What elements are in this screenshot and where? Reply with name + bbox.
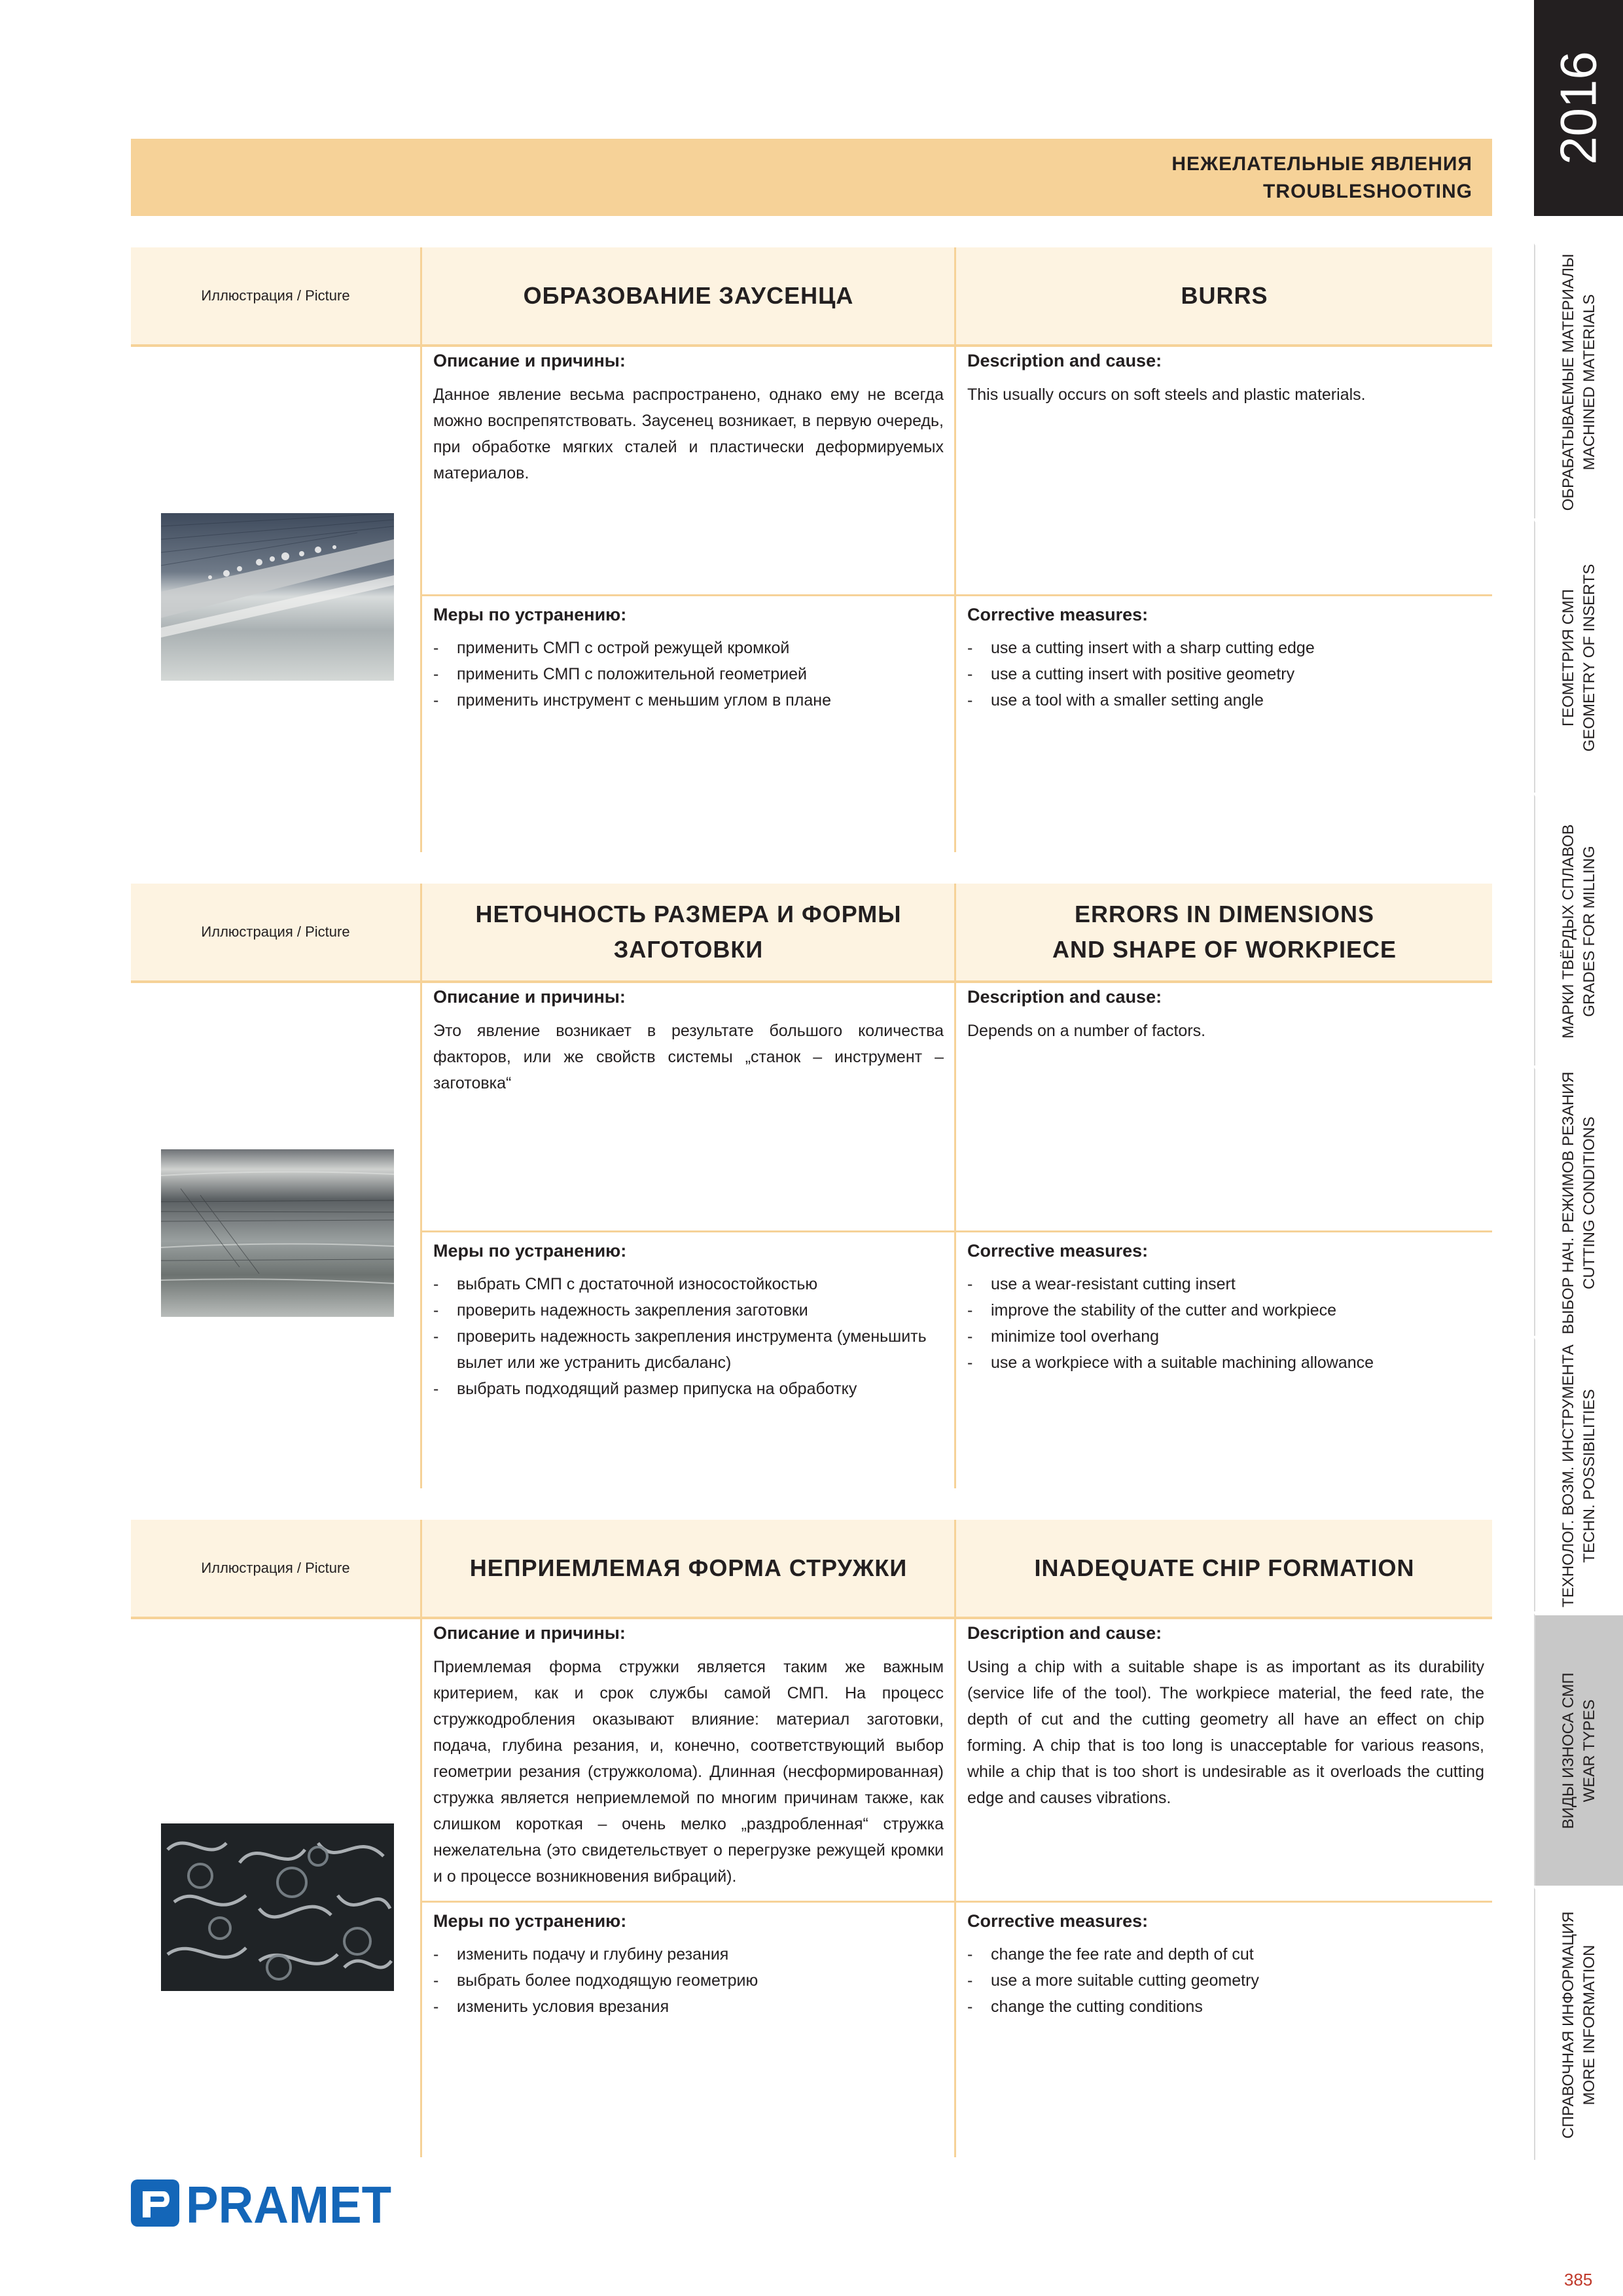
row-divider <box>422 1230 1492 1232</box>
section-title-en: ERRORS IN DIMENSIONS AND SHAPE OF WORKPIECE <box>1052 901 1397 963</box>
machined-surface-image <box>161 1149 394 1317</box>
picture-label: Иллюстрация / Picture <box>201 287 350 304</box>
year-box <box>1534 0 1623 216</box>
desc-text-en: Using a chip with a suitable shape is as important as its durability (service life of the tool). The workpiece material, the feed rate, the depth of cut and the cutting geometry all have an effect on chip forming. A chip that is too long is unacceptable for various reasons, while a chip that is too short is undesirable as it overloads the cutting edge and causes vibrations. <box>967 1658 1484 1807</box>
desc-text-en: Depends on a number of factors. <box>967 1022 1206 1040</box>
tab-label-ru: МАРКИ ТВЁРДЫХ СПЛАВОВ <box>1560 823 1577 1039</box>
logo-wordmark: PRAMET <box>186 2177 392 2229</box>
measures-heading-en: Corrective measures: <box>967 1911 1149 1931</box>
section-header <box>131 884 1492 983</box>
column-divider <box>420 884 422 1488</box>
tab-machined-materials[interactable] <box>1534 243 1623 518</box>
section-burrs <box>131 247 1492 852</box>
tab-label-en: MORE INFORMATION <box>1580 1945 1598 2105</box>
tab-label-en: TECHN. POSSIBILITIES <box>1580 1388 1598 1563</box>
list-item: - change the fee rate and depth of cut <box>967 1941 1484 1967</box>
tab-label-en: GEOMETRY OF INSERTS <box>1580 564 1598 751</box>
tab-wear-types[interactable] <box>1534 1613 1623 1886</box>
list-item: - use a wear-resistant cutting insert <box>967 1271 1484 1297</box>
measures-list-en <box>967 635 1484 713</box>
burr-image <box>161 513 394 681</box>
list-item: - use a cutting insert with positive geometry <box>967 661 1484 687</box>
row-divider <box>422 1901 1492 1903</box>
desc-heading-en: Description and cause: <box>967 1623 1162 1643</box>
section-dimension-errors <box>131 884 1492 1488</box>
list-item: - выбрать подходящий размер припуска на обработку <box>433 1376 944 1402</box>
tab-label-ru: ТЕХНОЛОГ. ВОЗМ. ИНСТРУМЕНТА <box>1560 1344 1577 1607</box>
pramet-logo-mark <box>131 2177 394 2229</box>
tab-label-ru: ГЕОМЕТРИЯ СМП <box>1560 588 1577 726</box>
tab-label-en: MACHINED MATERIALS <box>1580 294 1598 470</box>
list-item: - проверить надежность закрепления инструмента (уменьшить вылет или же устранить дисбаланс) <box>433 1323 944 1376</box>
desc-heading-ru: Описание и причины: <box>433 987 626 1007</box>
tab-label-ru: ОБРАБАТЫВАЕМЫЕ МАТЕРИАЛЫ <box>1560 253 1577 511</box>
tab-grades-for-milling[interactable] <box>1534 795 1623 1066</box>
chapter-sidebar <box>1534 0 1623 2160</box>
chip-photo <box>161 1823 394 1991</box>
desc-text-ru: Приемлемая форма стружки является таким же важным критерием, как и срок службы самой СМП. На процесс стружкодробления оказывают влияние: материал заготовки, подача, глубина резания, и, конечно, соответствующий выбор геометрии резания (стружколома). Длинная (несформированная) стружка является неприемлемой по многим причинам также, как слишком короткая – очень мелко „раздробленная“ стружка нежелательна (это свидетельствует о перегрузке режущей кромки и о процессе возникновения вибраций). <box>433 1658 944 1886</box>
measures-heading-en: Corrective measures: <box>967 1241 1149 1261</box>
tab-label-ru: ВИДЫ ИЗНОСА СМП <box>1560 1672 1577 1829</box>
year-label: 2016 <box>1549 51 1607 165</box>
picture-label: Иллюстрация / Picture <box>201 924 350 940</box>
list-item: - выбрать более подходящую геометрию <box>433 1967 944 1994</box>
column-divider <box>420 1520 422 2157</box>
list-item: - use a tool with a smaller setting angle <box>967 687 1484 713</box>
measures-list-ru <box>433 1941 944 2020</box>
section-title-ru: НЕПРИЕМЛЕМАЯ ФОРМА СТРУЖКИ <box>469 1554 908 1581</box>
measures-list-ru <box>433 635 944 713</box>
list-item: - improve the stability of the cutter and workpiece <box>967 1297 1484 1323</box>
metal-chips-image <box>161 1823 394 1991</box>
measures-heading-ru: Меры по устранению: <box>433 605 627 624</box>
list-item: - применить СМП с положительной геометрией <box>433 661 944 687</box>
section-header <box>131 247 1492 347</box>
section-chip-formation <box>131 1520 1492 2157</box>
desc-heading-ru: Описание и причины: <box>433 351 626 370</box>
column-divider <box>954 884 956 1488</box>
header-title-en: TROUBLESHOOTING <box>1263 181 1472 202</box>
desc-heading-en: Description and cause: <box>967 987 1162 1007</box>
section-title-ru: ОБРАЗОВАНИЕ ЗАУСЕНЦА <box>523 282 854 309</box>
pramet-logo <box>131 2177 394 2229</box>
list-item: - изменить условия врезания <box>433 1994 944 2020</box>
list-item: - применить СМП с острой режущей кромкой <box>433 635 944 661</box>
tab-label-ru: ВЫБОР НАЧ. РЕЖИМОВ РЕЗАНИЯ <box>1560 1071 1577 1335</box>
burr-photo <box>161 513 394 681</box>
measures-heading-ru: Меры по устранению: <box>433 1241 627 1261</box>
list-item: - use a more suitable cutting geometry <box>967 1967 1484 1994</box>
desc-heading-ru: Описание и причины: <box>433 1623 626 1643</box>
list-item: - use a workpiece with a suitable machining allowance <box>967 1350 1484 1376</box>
desc-text-ru: Данное явление весьма распространено, однако ему не всегда можно воспрепятствовать. Заусенец возникает, в первую очередь, при обработке мягких сталей и пластически деформируемых материалов. <box>433 386 944 482</box>
page-number: 385 <box>1564 2270 1593 2289</box>
section-title-ru: НЕТОЧНОСТЬ РАЗМЕРА И ФОРМЫ ЗАГОТОВКИ <box>475 901 902 963</box>
list-item: - применить инструмент с меньшим углом в плане <box>433 687 944 713</box>
list-item: - изменить подачу и глубину резания <box>433 1941 944 1967</box>
page-header <box>131 139 1492 216</box>
desc-text-ru: Это явление возникает в результате большого количества факторов, или же свойств системы „станок – инструмент –заготовка“ <box>433 1022 944 1092</box>
list-item: - выбрать СМП с достаточной износостойкостью <box>433 1271 944 1297</box>
row-divider <box>422 594 1492 596</box>
tab-label-en: GRADES FOR MILLING <box>1580 845 1598 1017</box>
measures-list-en <box>967 1271 1484 1376</box>
measures-list-en <box>967 1941 1484 2020</box>
desc-heading-en: Description and cause: <box>967 351 1162 370</box>
column-divider <box>954 1520 956 2157</box>
section-title-en: INADEQUATE CHIP FORMATION <box>1034 1554 1415 1581</box>
dimension-error-photo <box>161 1149 394 1317</box>
desc-text-en: This usually occurs on soft steels and plastic materials. <box>967 386 1366 404</box>
section-header <box>131 1520 1492 1619</box>
header-title-ru: НЕЖЕЛАТЕЛЬНЫЕ ЯВЛЕНИЯ <box>1171 153 1472 175</box>
column-divider <box>420 247 422 852</box>
measures-list-ru <box>433 1271 944 1402</box>
tab-techn-possibilities[interactable] <box>1534 1338 1623 1611</box>
tab-geometry-of-inserts[interactable] <box>1534 520 1623 793</box>
section-title-en: BURRS <box>1181 282 1268 309</box>
list-item: - проверить надежность закрепления заготовки <box>433 1297 944 1323</box>
measures-heading-ru: Меры по устранению: <box>433 1911 627 1931</box>
measures-heading-en: Corrective measures: <box>967 605 1149 624</box>
list-item: - use a cutting insert with a sharp cutting edge <box>967 635 1484 661</box>
column-divider <box>954 247 956 852</box>
tab-more-information[interactable] <box>1534 1888 1623 2160</box>
tab-label-en: CUTTING CONDITIONS <box>1580 1116 1598 1289</box>
picture-label: Иллюстрация / Picture <box>201 1560 350 1576</box>
tab-label-ru: СПРАВОЧНАЯ ИНФОРМАЦИЯ <box>1560 1910 1577 2139</box>
tab-cutting-conditions[interactable] <box>1534 1067 1623 1336</box>
tab-label-en: WEAR TYPES <box>1580 1699 1598 1802</box>
list-item: - minimize tool overhang <box>967 1323 1484 1350</box>
list-item: - change the cutting conditions <box>967 1994 1484 2020</box>
